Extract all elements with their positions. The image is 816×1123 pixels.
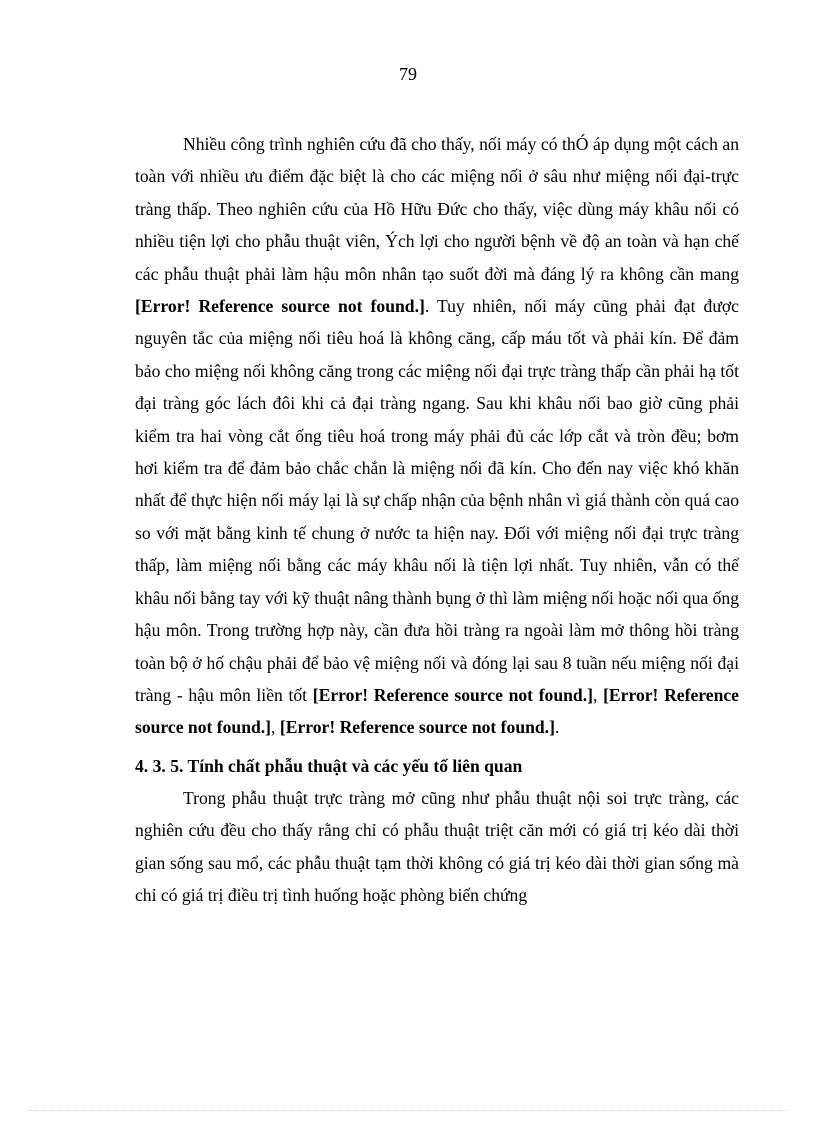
page-number: 79 [399,64,417,84]
page-bottom-divider [28,1110,788,1111]
separator-text: , [592,684,604,705]
paragraph-text: . Tuy nhiên, nối máy cũng phải đạt được nguyên tắc của miệng nối tiêu hoá là không căng, cấp máu tốt và phải kín. Để đảm bảo cho miệng nối không căng trong các miệng nối đại trực tràng thấp cần phải hạ tốt đại tràng góc lách đôi khi cả đại tràng ngang. Sau khi khâu nối bao giờ cũng phải kiểm tra hai vòng cắt ống tiêu hoá trong máy phải đủ các lớp cắt và tròn đều; bơm hơi kiểm tra để đảm bảo chắc chắn là miệng nối đã kín. Cho đến nay việc khó khăn nhất để thực hiện nối máy lại là sự chấp nhận của bệnh nhân vì giá thành còn quá cao so với mặt bằng kinh tế chung ở nước ta hiện nay. Đối với miệng nối đại trực tràng thấp, làm miệng nối bằng các máy khâu nối là tiện lợi nhất. Tuy nhiên, vẫn có thể khâu nối bằng tay với kỹ thuật nâng thành bụng ở thì làm miệng nối hoặc nối qua ống hậu môn. Trong trường hợp này, cần đưa hồi tràng ra ngoài làm mở thông hồi tràng toàn bộ ở hố chậu phải để bảo vệ miệng nối và đóng lại sau 8 tuần nếu miệng nối đại tràng - hậu môn liền tốt [135,296,739,705]
paragraph-surgery-nature [135,782,739,912]
section-heading: 4. 3. 5. Tính chất phẫu thuật và các yếu tố liên quan [135,755,523,776]
paragraph-end: . [554,717,560,738]
reference-error: [Error! Reference source not found.] [279,717,555,738]
paragraph-stapler-anastomosis [135,128,739,744]
paragraph-text: Trong phẫu thuật trực tràng mở cũng như phẫu thuật nội soi trực tràng, các nghiên cứu đều cho thấy rằng chỉ có phẫu thuật triệt căn mới có giá trị kéo dài thời gian sống sau mổ, các phẫu thuật tạm thời không có giá trị kéo dài thời gian sống mà chỉ có giá trị điều trị tình huống hoặc phòng biến chứng [135,787,739,905]
separator-text: , [271,717,280,738]
reference-error: [Error! Reference source not found.] [135,684,739,738]
body-text [135,128,739,911]
paragraph-text: Nhiều công trình nghiên cứu đã cho thấy, nối máy có thÓ áp dụng một cách an toàn với nhiều ưu điểm đặc biệt là cho các miệng nối ở sâu như miệng nối đại-trực tràng thấp. Theo nghiên cứu của Hồ Hữu Đức cho thấy, việc dùng máy khâu nối có nhiều tiện lợi cho phẫu thuật viên, Ých lợi cho người bệnh về độ an toàn và hạn chế các phẫu thuật phải làm hậu môn nhân tạo suốt đời mà đáng lý ra không cần mang [135,134,739,284]
reference-error: [Error! Reference source not found.] [135,296,425,317]
reference-error: [Error! Reference source not found.] [312,684,593,705]
